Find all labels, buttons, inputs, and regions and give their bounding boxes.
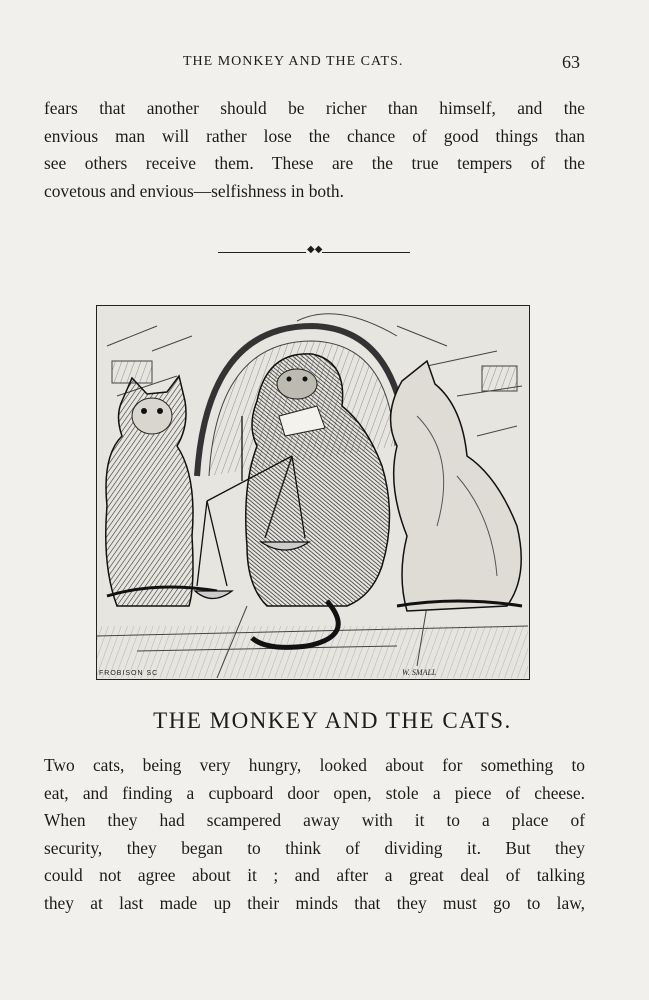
divider-rule-left bbox=[218, 252, 306, 253]
text-line: envious man will rather lose the chance of good things than bbox=[44, 125, 585, 146]
running-title: THE MONKEY AND THE CATS. bbox=[183, 54, 404, 69]
text-line: security, they began to think of dividing it. But they bbox=[44, 837, 585, 858]
text-line: eat, and finding a cupboard door open, stole a piece of cheese. bbox=[44, 782, 585, 803]
section-divider bbox=[218, 244, 410, 256]
story-title: THE MONKEY AND THE CATS. bbox=[153, 708, 512, 733]
intro-paragraph bbox=[44, 95, 585, 205]
divider-rule-right bbox=[322, 252, 410, 253]
text-line: fears that another should be richer than himself, and the bbox=[44, 98, 585, 118]
artist-signature: W. SMALL bbox=[402, 668, 437, 677]
engraver-signature: FROBISON SC bbox=[99, 670, 159, 677]
divider-ornament-icon: ◆◆ bbox=[307, 244, 323, 255]
text-line: Two cats, being very hungry, looked about for something to bbox=[44, 755, 585, 775]
text-line: see others receive them. These are the true tempers of the bbox=[44, 153, 585, 173]
story-paragraph bbox=[44, 752, 585, 917]
right-cat-figure bbox=[391, 361, 522, 611]
monkey-and-cats-engraving bbox=[97, 306, 528, 678]
engraving-illustration bbox=[96, 305, 530, 680]
text-line: covetous and envious—selfishness in both. bbox=[44, 180, 344, 201]
text-line: could not agree about it ; and after a great deal of talking bbox=[44, 865, 585, 885]
text-line: When they had scampered away with it to a place of bbox=[44, 810, 585, 830]
page-number: 63 bbox=[562, 52, 580, 72]
running-head bbox=[0, 52, 649, 74]
left-cat-figure bbox=[106, 376, 217, 606]
text-line: they at last made up their minds that they must go to law, bbox=[44, 892, 585, 913]
